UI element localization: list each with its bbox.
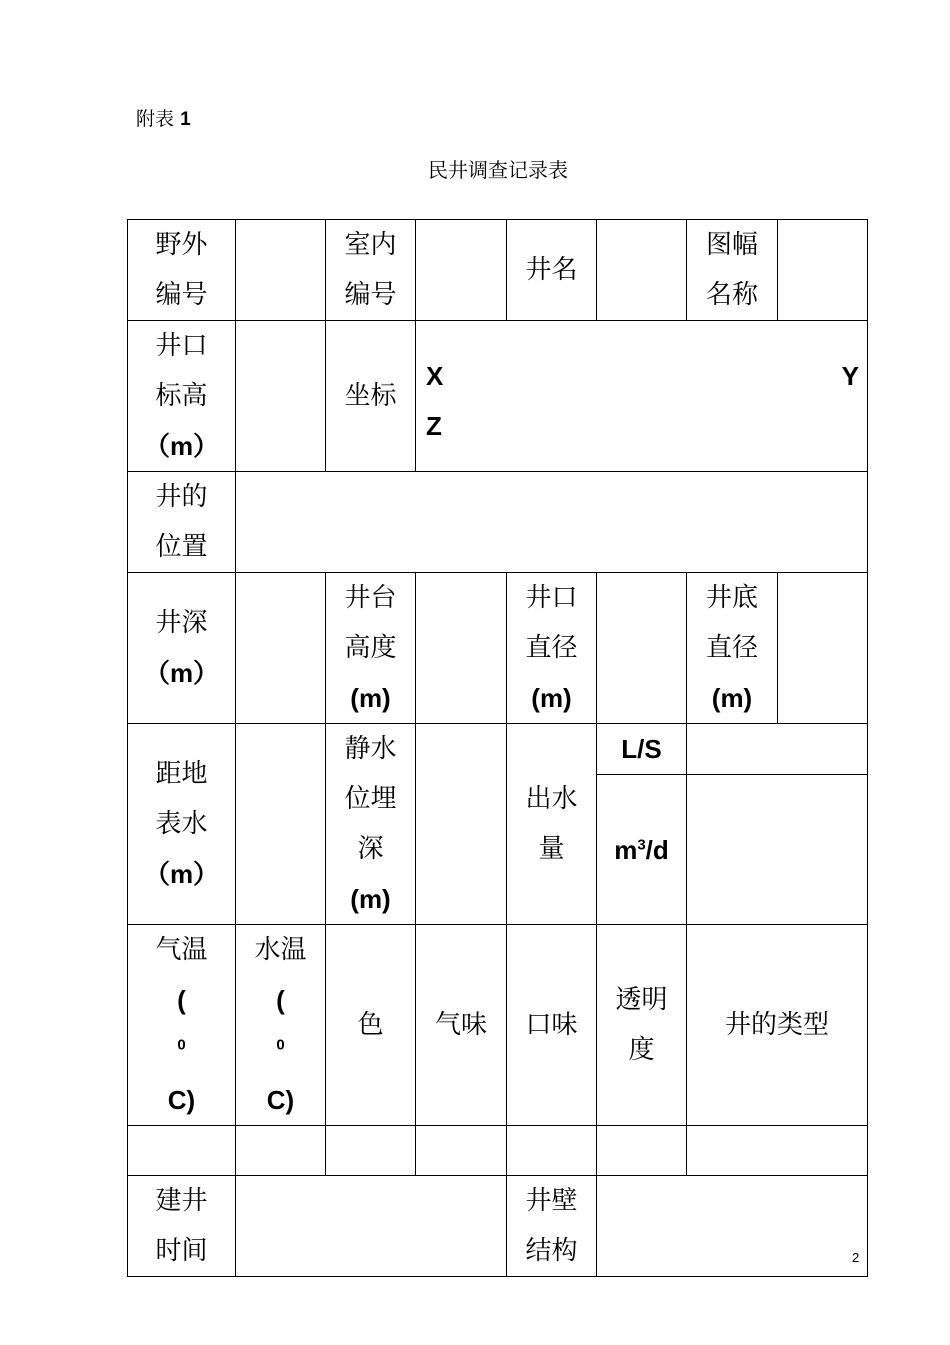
yield-m3d-value[interactable] bbox=[687, 775, 868, 925]
map-sheet-label: 图幅 名称 bbox=[687, 220, 778, 321]
well-name-label: 井名 bbox=[507, 220, 597, 321]
elevation-label: 井口 标高 （m） bbox=[128, 321, 236, 472]
yield-label: 出水 量 bbox=[507, 724, 597, 925]
build-time-value[interactable] bbox=[236, 1176, 507, 1277]
yield-ls-value[interactable] bbox=[687, 724, 868, 775]
appendix-label: 附表 1 bbox=[136, 108, 191, 130]
coord-z-label: Z bbox=[426, 411, 442, 441]
map-sheet-value[interactable] bbox=[778, 220, 868, 321]
air-temp-label: 气温 ( $^0$ C) bbox=[128, 925, 236, 1126]
transparency-label: 透明 度 bbox=[597, 925, 687, 1126]
mouth-diameter-label: 井口 直径 (m) bbox=[507, 573, 597, 724]
location-label: 井的 位置 bbox=[128, 472, 236, 573]
well-survey-table bbox=[127, 219, 868, 1277]
field-number-value[interactable] bbox=[236, 220, 326, 321]
well-name-value[interactable] bbox=[597, 220, 687, 321]
location-value[interactable] bbox=[236, 472, 868, 573]
room-number-label: 室内 编号 bbox=[326, 220, 416, 321]
wall-structure-value[interactable] bbox=[597, 1176, 868, 1277]
coord-y-label: Y bbox=[841, 361, 859, 391]
elevation-value[interactable] bbox=[236, 321, 326, 472]
distance-surface-water-value[interactable] bbox=[236, 724, 326, 925]
transparency-value[interactable] bbox=[597, 1126, 687, 1176]
unit-ls-label: L/S bbox=[597, 724, 687, 775]
well-type-value[interactable] bbox=[687, 1126, 868, 1176]
room-number-value[interactable] bbox=[416, 220, 507, 321]
platform-height-label: 井台 高度 (m) bbox=[326, 573, 416, 724]
wall-structure-label: 井壁 结构 bbox=[507, 1176, 597, 1277]
taste-value[interactable] bbox=[507, 1126, 597, 1176]
bottom-diameter-label: 井底 直径 (m) bbox=[687, 573, 778, 724]
form-title: 民井调查记录表 bbox=[428, 158, 568, 182]
page-number: 2 bbox=[852, 1250, 860, 1265]
taste-label: 口味 bbox=[507, 925, 597, 1126]
depth-value[interactable] bbox=[236, 573, 326, 724]
static-level-value[interactable] bbox=[416, 724, 507, 925]
coord-x-label: X bbox=[426, 361, 444, 391]
build-time-label: 建井 时间 bbox=[128, 1176, 236, 1277]
air-temp-value[interactable] bbox=[128, 1126, 236, 1176]
platform-height-value[interactable] bbox=[416, 573, 507, 724]
static-level-label: 静水 位埋 深 (m) bbox=[326, 724, 416, 925]
depth-label: 井深 （m） bbox=[128, 573, 236, 724]
mouth-diameter-value[interactable] bbox=[597, 573, 687, 724]
field-number-label: 野外 编号 bbox=[128, 220, 236, 321]
water-temp-value[interactable] bbox=[236, 1126, 326, 1176]
color-label: 色 bbox=[326, 925, 416, 1126]
unit-m3d-label: $m^3/d$ bbox=[597, 775, 687, 925]
bottom-diameter-value[interactable] bbox=[778, 573, 868, 724]
well-type-label: 井的类型 bbox=[687, 925, 868, 1126]
odor-label: 气味 bbox=[416, 925, 507, 1126]
water-temp-label: 水温 ( $^0$ C) bbox=[236, 925, 326, 1126]
coordinate-value[interactable] bbox=[416, 321, 868, 472]
distance-surface-water-label: 距地 表水 （m） bbox=[128, 724, 236, 925]
coordinate-label: 坐标 bbox=[326, 321, 416, 472]
color-value[interactable] bbox=[326, 1126, 416, 1176]
odor-value[interactable] bbox=[416, 1126, 507, 1176]
